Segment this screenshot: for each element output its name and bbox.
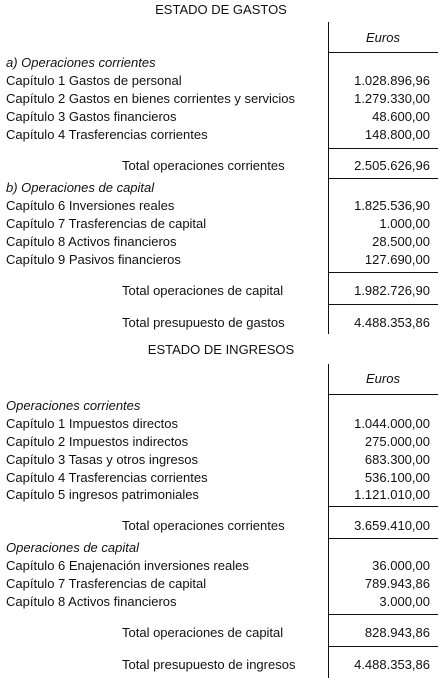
table-row-amount: 36.000,00 [372,558,430,573]
table-row-amount: 1.028.896,96 [354,73,430,88]
ingresos-grand-total-label: Total presupuesto de ingresos [122,657,296,672]
gastos-grand-total-left-rule [328,304,329,334]
gastos-capital-left-rule [328,178,329,272]
table-row-amount: 28.500,00 [372,234,430,249]
ingresos-capital-total-rule [328,646,438,647]
ingresos-capital-heading: Operaciones de capital [6,540,139,555]
table-row-label: Capítulo 2 Impuestos indirectos [6,434,189,449]
ingresos-corrientes-heading: Operaciones corrientes [6,398,141,413]
ingresos-grand-total-amount: 4.488.353,86 [354,657,430,672]
gastos-corrientes-total-label: Total operaciones corrientes [122,158,285,173]
gastos-capital-total-rule [328,304,438,305]
table-row-amount: 148.800,00 [364,127,430,142]
table-row-amount: 127.690,00 [364,252,430,267]
gastos-header-left-rule [328,22,329,52]
table-row-label: Capítulo 4 Trasferencias corrientes [6,470,208,485]
table-row-amount: 48.600,00 [372,109,430,124]
table-row-label: Capítulo 3 Gastos financieros [6,109,177,124]
table-row-label: Capítulo 7 Trasferencias de capital [6,216,207,231]
ingresos-unit-header: Euros [366,371,400,386]
ingresos-capital-left-rule [328,538,329,614]
table-row-label: Capítulo 1 Gastos de personal [6,73,182,88]
table-row-label: Capítulo 6 Inversiones reales [6,198,175,213]
table-row-label: Capítulo 1 Impuestos directos [6,416,178,431]
gastos-capital-total-left-rule [328,272,329,304]
ingresos-corrientes-total-amount: 3.659.410,00 [354,518,430,533]
ingresos-corrientes-left-rule [328,394,329,506]
ingresos-corrientes-total-rule [328,538,438,539]
table-row-amount: 275.000,00 [364,434,430,449]
gastos-grand-total-label: Total presupuesto de gastos [122,315,285,330]
table-row-amount: 1.279.330,00 [354,91,430,106]
table-row-amount: 1.825.536,90 [354,198,430,213]
gastos-header-rule [328,52,438,53]
table-row-label: Capítulo 3 Tasas y otros ingresos [6,452,198,467]
ingresos-corrientes-total-label: Total operaciones corrientes [122,518,285,533]
table-row-amount: 1.000,00 [379,216,430,231]
gastos-capital-heading: b) Operaciones de capital [6,180,155,195]
table-row-amount: 1.044.000,00 [354,416,430,431]
table-row-label: Capítulo 8 Activos financieros [6,234,177,249]
table-row-amount: 683.300,00 [364,452,430,467]
table-row-label: Capítulo 6 Enajenación inversiones reales [6,558,249,573]
ingresos-capital-total-label: Total operaciones de capital [122,625,284,640]
gastos-unit-header: Euros [366,30,400,45]
gastos-corrientes-heading: a) Operaciones corrientes [6,55,156,70]
gastos-corrientes-subtotal-rule [328,148,438,149]
gastos-capital-subtotal-rule [328,272,438,273]
gastos-capital-total-label: Total operaciones de capital [122,283,284,298]
gastos-grand-total-amount: 4.488.353,86 [354,315,430,330]
gastos-corrientes-left-rule [328,52,329,148]
gastos-title: ESTADO DE GASTOS [155,2,287,17]
table-row-label: Capítulo 9 Pasivos financieros [6,252,181,267]
gastos-capital-total-amount: 1.982.726,90 [354,283,430,298]
table-row-amount: 789.943,86 [364,576,430,591]
ingresos-title: ESTADO DE INGRESOS [147,342,295,357]
ingresos-corrientes-total-left-rule [328,506,329,538]
ingresos-capital-total-amount: 828.943,86 [364,625,430,640]
ingresos-header-rule [328,394,438,395]
ingresos-capital-total-left-rule [328,614,329,646]
table-row-amount: 3.000,00 [379,594,430,609]
table-row-label: Capítulo 5 ingresos patrimoniales [6,487,199,502]
table-row-label: Capítulo 7 Trasferencias de capital [6,576,207,591]
table-row-label: Capítulo 8 Activos financieros [6,594,177,609]
table-row-amount: 536.100,00 [364,470,430,485]
ingresos-corrientes-subtotal-rule [328,506,438,507]
gastos-corrientes-total-amount: 2.505.626,96 [354,158,430,173]
table-row-label: Capítulo 4 Trasferencias corrientes [6,127,208,142]
table-row-amount: 1.121.010,00 [354,487,430,502]
gastos-corrientes-total-rule [328,178,438,179]
ingresos-capital-subtotal-rule [328,614,438,615]
ingresos-grand-total-left-rule [328,646,329,678]
gastos-corrientes-total-left-rule [328,148,329,178]
table-row-label: Capítulo 2 Gastos en bienes corrientes y servicios [6,91,296,106]
